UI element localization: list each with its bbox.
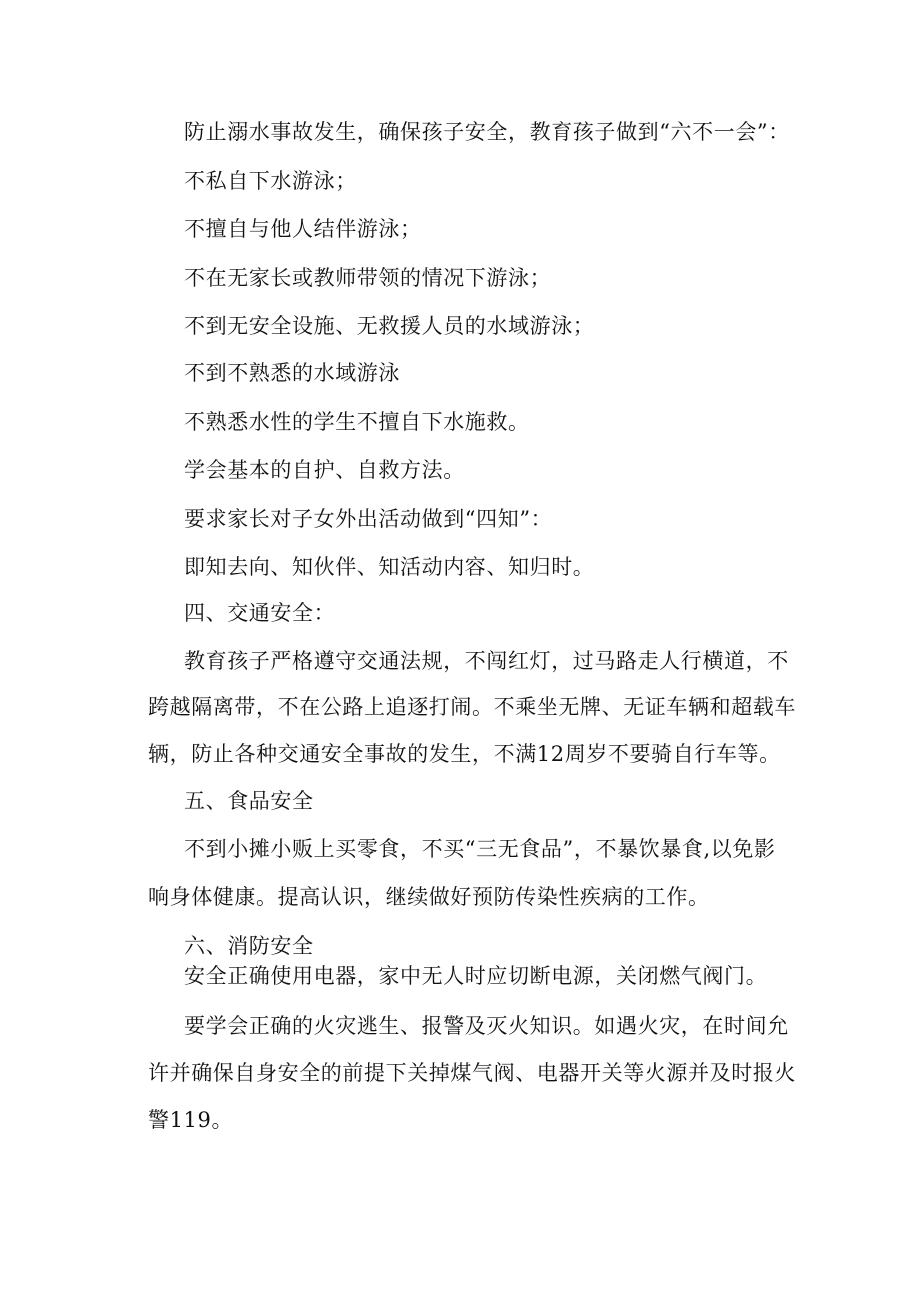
rule-learn-self-rescue: 学会基本的自护、自救方法。 [184,458,465,482]
section-heading-food: 五、食品安全 [184,789,314,813]
paragraph-fire-escape-line3: 警119。 [148,1108,234,1132]
paragraph-fire-escape-line1: 要学会正确的火灾逃生、报警及灭火知识。如遇火灾，在时间允 [184,1014,789,1038]
paragraph-four-knows-detail: 即知去向、知伙伴、知活动内容、知归时。 [184,555,595,579]
rule-no-unsupervised-swim: 不在无家长或教师带领的情况下游泳； [184,266,552,290]
paragraph-traffic-line2: 跨越隔离带，不在公路上追逐打闹。不乘坐无牌、无证车辆和超载车 [148,695,796,719]
section-heading-traffic: 四、交通安全： [184,601,336,625]
paragraph-drowning-intro: 防止溺水事故发生，确保孩子安全，教育孩子做到“六不一会”： [184,120,790,144]
rule-no-unfamiliar-waters: 不到不熟悉的水域游泳 [184,361,400,385]
rule-no-rescue-attempt: 不熟悉水性的学生不擅自下水施救。 [184,410,530,434]
paragraph-food-line1: 不到小摊小贩上买零食，不买“三无食品”，不暴饮暴食,以免影 [184,837,776,861]
paragraph-fire-electric: 安全正确使用电器，家中无人时应切断电源，关闭燃气阀门。 [184,964,768,988]
rule-no-unsafe-waters: 不到无安全设施、无救援人员的水域游泳； [184,314,595,338]
paragraph-fire-escape-line2: 许并确保自身安全的前提下关掉煤气阀、电器开关等火源并及时报火 [148,1061,796,1085]
section-heading-fire: 六、消防安全 [184,934,314,958]
rule-no-group-swim: 不擅自与他人结伴游泳； [184,217,422,241]
paragraph-traffic-line3: 辆，防止各种交通安全事故的发生，不满12周岁不要骑自行车等。 [148,742,781,766]
paragraph-food-line2: 响身体健康。提高认识，继续做好预防传染性疾病的工作。 [148,885,710,909]
rule-no-swim-alone: 不私自下水游泳； [184,169,357,193]
paragraph-traffic-line1: 教育孩子严格遵守交通法规，不闯红灯，过马路走人行横道，不 [184,649,789,673]
paragraph-four-knows-intro: 要求家长对子女外出活动做到“四知”： [184,507,553,531]
